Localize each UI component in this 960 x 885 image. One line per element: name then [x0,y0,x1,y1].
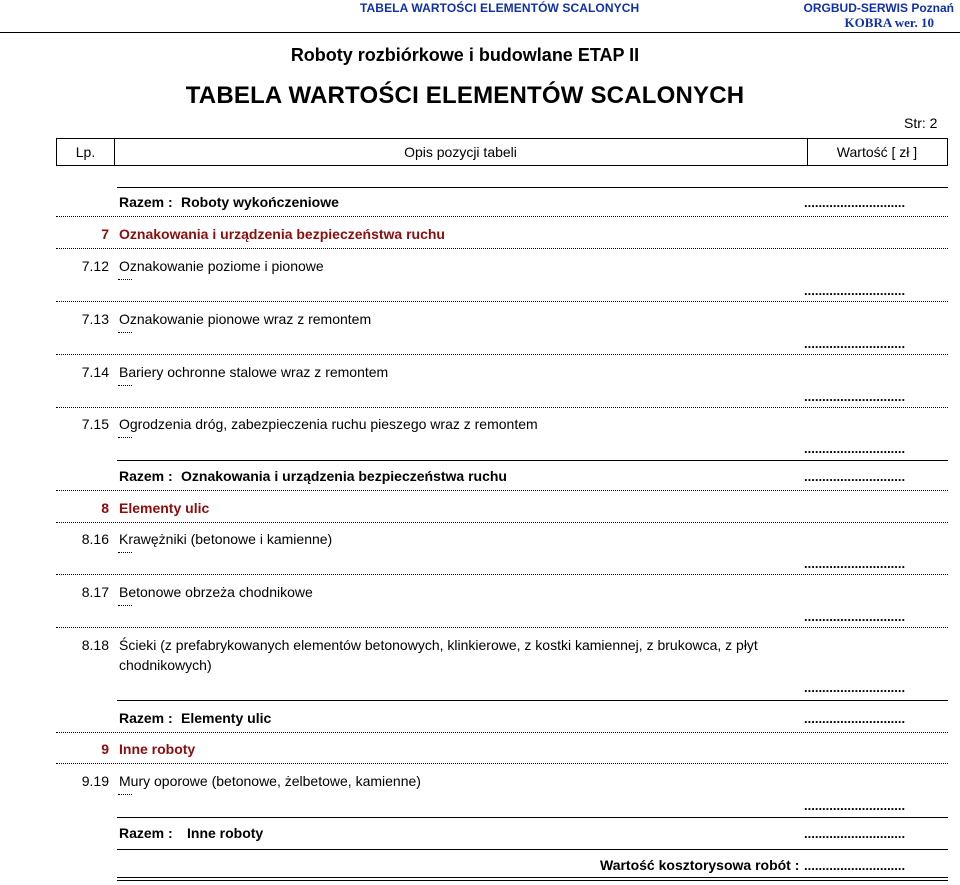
item-description-cont: chodnikowych) [119,657,212,673]
column-header-lp: Lp. [57,139,115,165]
item-lp: 8.18 [81,637,109,653]
header-vendor: ORGBUD-SERWIS Poznań [803,1,954,15]
grand-total-value: ............................ [804,858,906,873]
item-value: ............................ [804,336,906,351]
item-dots [118,279,132,280]
razem-name: Elementy ulic [181,710,272,726]
razem-top-rule [117,460,948,461]
razem-label: Razem : [119,710,173,726]
item-lp: 7.15 [81,416,109,432]
item-value: ............................ [804,798,906,813]
item-description: Betonowe obrzeża chodnikowe [119,584,313,600]
item-lp: 7.13 [81,311,109,327]
total-bottom-rule-2 [117,880,948,881]
item-dots [118,552,132,553]
row-separator [56,574,948,575]
section-title: Elementy ulic [119,500,210,516]
section-title: Inne roboty [119,741,196,757]
row-separator [56,763,948,764]
item-value: ............................ [804,283,906,298]
item-description: Oznakowanie pionowe wraz z remontem [119,311,372,327]
item-lp: 7.12 [81,258,109,274]
row-separator [56,490,948,491]
item-lp: 8.17 [81,584,109,600]
razem-top-rule [117,187,948,188]
razem-value: ............................ [804,195,906,210]
item-value: ............................ [804,556,906,571]
item-lp: 7.14 [81,364,109,380]
item-value: ............................ [804,441,906,456]
section-number: 7 [101,226,109,242]
item-description: Mury oporowe (betonowe, żelbetowe, kamienne) [119,773,421,789]
row-separator [56,301,948,302]
item-value: ............................ [804,609,906,624]
row-separator [56,354,948,355]
header-version: KOBRA wer. 10 [844,15,934,30]
item-description: Bariery ochronne stalowe wraz z remontem [119,364,389,380]
header-divider [0,32,960,33]
razem-value: ............................ [804,469,906,484]
razem-name: Oznakowania i urządzenia bezpieczeństwa ruchu [181,468,507,484]
total-top-rule [117,849,948,850]
row-separator [56,732,948,733]
total-bottom-rule [117,877,948,878]
razem-top-rule [117,700,948,701]
header-title: TABELA WARTOŚCI ELEMENTÓW SCALONYCH [360,1,640,15]
item-description: Ogrodzenia dróg, zabezpieczenia ruchu pieszego wraz z remontem [119,416,538,432]
column-header-description: Opis pozycji tabeli [114,139,808,165]
row-separator [56,248,948,249]
page-number: Str: 2 [904,115,938,131]
razem-top-rule [117,817,948,818]
item-dots [118,794,132,795]
item-dots [118,605,132,606]
section-number: 9 [101,741,109,757]
section-number: 8 [101,500,109,516]
item-dots [118,385,132,386]
table-header [56,138,948,166]
razem-value: ............................ [804,826,906,841]
project-title: Roboty rozbiórkowe i budowlane ETAP II [290,45,640,65]
item-dots [118,437,132,438]
row-separator [56,522,948,523]
razem-label: Razem : [119,194,173,210]
item-description: Ścieki (z prefabrykowanych elementów betonowych, klinkierowe, z kostki kamiennej, z brukowca, z płyt [119,637,758,653]
item-description: Krawężniki (betonowe i kamienne) [119,531,333,547]
item-value: ............................ [804,389,906,404]
razem-label: Razem : [119,468,173,484]
razem-label: Razem : [119,825,173,841]
item-description: Oznakowanie poziome i pionowe [119,258,324,274]
item-lp: 8.16 [81,531,109,547]
item-value: ............................ [804,680,906,695]
razem-name: Roboty wykończeniowe [181,194,339,210]
grand-total-label: Wartość kosztorysowa robót : [600,857,800,873]
row-separator [56,216,948,217]
section-title: Oznakowania i urządzenia bezpieczeństwa ruchu [119,226,445,242]
column-header-value: Wartość [ zł ] [836,144,918,160]
item-dots [118,332,132,333]
document-title: TABELA WARTOŚCI ELEMENTÓW SCALONYCH [185,82,745,109]
row-separator [56,627,948,628]
row-separator [56,407,948,408]
razem-name: Inne roboty [187,825,264,841]
razem-value: ............................ [804,711,906,726]
item-lp: 9.19 [81,773,109,789]
